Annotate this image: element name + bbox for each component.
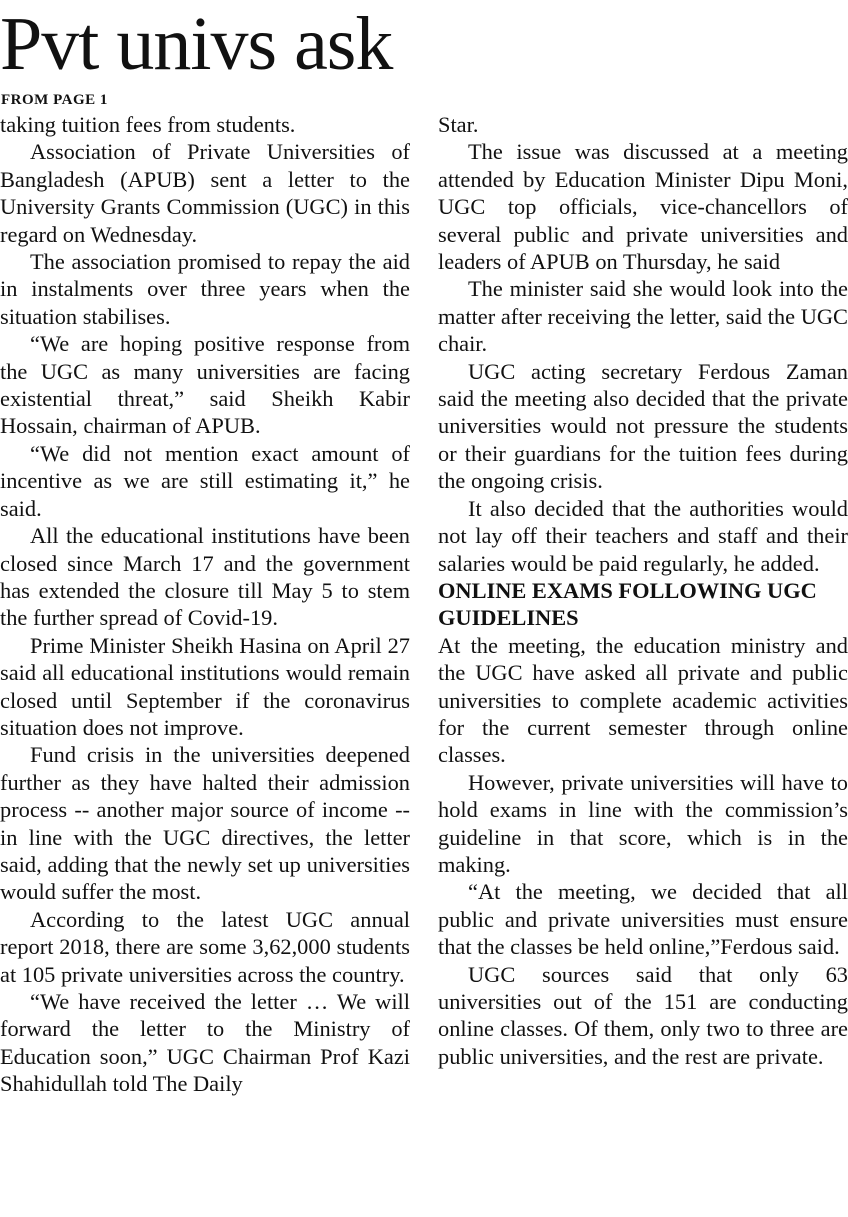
- paragraph: UGC sources said that only 63 universities out of the 151 are conducting online classes. Of them, only two to three are public universities, and the rest are private.: [438, 961, 848, 1069]
- headline: Pvt univs ask: [0, 2, 393, 86]
- paragraph: Prime Minister Sheikh Hasina on April 27 said all educational institutions would remain closed until September if the coronavirus situation does not improve.: [0, 632, 410, 740]
- paragraph: “We are hoping positive response from the UGC as many universities are facing existential threat,” said Sheikh Kabir Hossain, chairman of APUB.: [0, 331, 410, 439]
- article-column-right: [438, 111, 848, 1070]
- jump-label: FROM PAGE 1: [1, 92, 108, 108]
- paragraph: According to the latest UGC annual report 2018, there are some 3,62,000 students at 105 private universities across the country.: [0, 906, 410, 987]
- paragraph: Fund crisis in the universities deepened further as they have halted their admission process -- another major source of income -- in line with the UGC directives, the letter said, adding that the newly set up universities would suffer the most.: [0, 742, 410, 905]
- paragraph: The issue was discussed at a meeting attended by Education Minister Dipu Moni, UGC top officials, vice-chancellors of several public and private universities and leaders of APUB on Thursday, he said: [438, 139, 848, 275]
- paragraph: “At the meeting, we decided that all public and private universities must ensure that the classes be held online,”Ferdous said.: [438, 879, 848, 960]
- paragraph: All the educational institutions have been closed since March 17 and the government has extended the closure till May 5 to stem the further spread of Covid-19.: [0, 523, 410, 631]
- paragraph: UGC acting secretary Ferdous Zaman said the meeting also decided that the private universities would not pressure the students or their guardians for the tuition fees during the ongoing crisis.: [438, 358, 848, 494]
- paragraph: Star.: [438, 112, 479, 137]
- paragraph: “We did not mention exact amount of incentive as we are still estimating it,” he said.: [0, 440, 410, 521]
- paragraph: The association promised to repay the aid in instalments over three years when the situation stabilises.: [0, 249, 410, 329]
- paragraph: It also decided that the authorities would not lay off their teachers and staff and their salaries would be paid regularly, he added.: [438, 495, 848, 576]
- subheading: ONLINE EXAMS FOLLOWING UGC GUIDELINES: [438, 577, 817, 631]
- paragraph: taking tuition fees from students.: [0, 112, 296, 137]
- paragraph: Association of Private Universities of Bangladesh (APUB) sent a letter to the University Grants Commission (UGC) in this regard on Wednesday.: [0, 139, 410, 247]
- paragraph: However, private universities will have to hold exams in line with the commission’s guideline in that score, which is in the making.: [438, 769, 848, 877]
- paragraph: “We have received the letter … We will forward the letter to the Ministry of Education soon,” UGC Chairman Prof Kazi Shahidullah told The Daily: [0, 989, 410, 1097]
- paragraph: The minister said she would look into the matter after receiving the letter, said the UGC chair.: [438, 276, 848, 357]
- paragraph: At the meeting, the education ministry and the UGC have asked all private and public universities to complete academic activities for the current semester through online classes.: [438, 632, 848, 768]
- article-column-left: [0, 111, 410, 1098]
